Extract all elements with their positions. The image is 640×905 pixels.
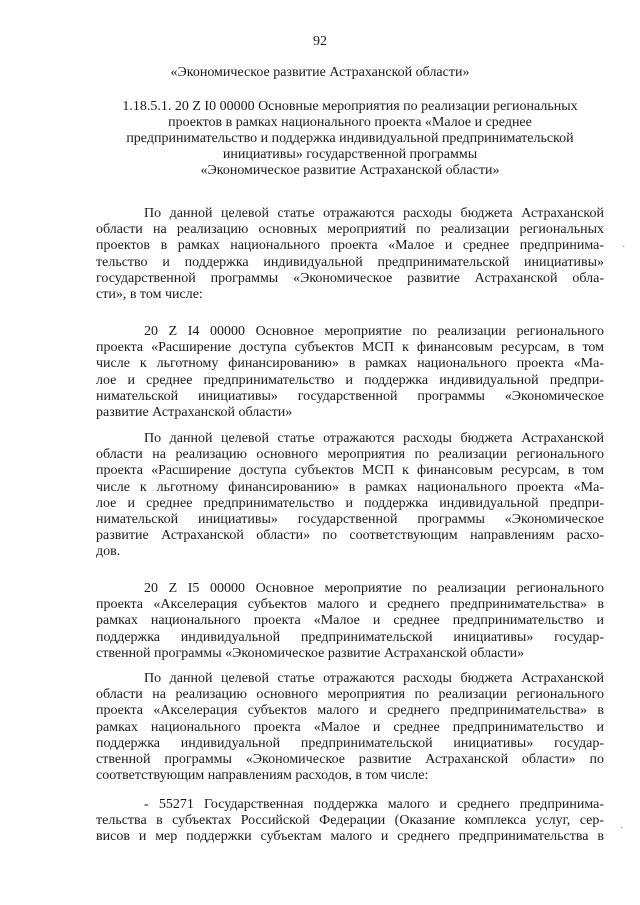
heading-line: 1.18.5.1. 20 Z I0 00000 Основные мероприятия по реализации региональных [122,99,578,114]
body-paragraph [96,671,604,784]
text-line: государственной программы «Экономическое развитие Астраханской обла- [96,270,604,286]
body-paragraph [96,324,604,421]
text-line: числе к льготному финансированию» в рамках национального проекта «Ма- [96,356,604,372]
text-line: нимательской инициативы» государственной программы «Экономическое [96,511,604,527]
scan-speck: · [622,242,626,253]
text-line: рамках национального проекта «Малое и среднее предпринимательство и [96,719,604,735]
text-line: 20 Z I5 00000 Основное мероприятие по реализации регионального [144,581,604,596]
scan-speck: · [620,823,624,834]
body-paragraph [96,431,604,561]
text-line: нимательской инициативы» государственной программы «Экономическое [96,388,604,404]
text-line: висов и мер поддержки субъектам малого и среднего предпринимательства в [96,829,604,845]
text-line: проекта «Акселерация субъектов малого и среднего предпринимательства» в [96,597,604,613]
text-line: ственной программы «Экономическое развитие Астраханской области» [96,645,525,661]
page-number: 92 [313,34,327,49]
heading-line: инициативы» государственной программы [222,147,478,162]
text-line: 20 Z I4 00000 Основное мероприятие по реализации регионального [144,324,604,339]
text-line: сти», в том числе: [96,286,203,302]
text-line: - 55271 Государственная поддержка малого и среднего предпринима- [144,797,604,812]
text-line: проекта «Расширение доступа субъектов МСП к финансовым ресурсам, в том [96,340,604,356]
text-line: проектов в рамках национального проекта «Малое и среднее предпринима- [96,238,604,254]
text-line: области на реализацию основных мероприятий по реализации региональных [96,222,604,238]
heading-line: «Экономическое развитие Астраханской области» [200,163,500,178]
text-line: поддержка индивидуальной предпринимательской инициативы» государ- [96,629,604,645]
text-line: тельства в субъектах Российской Федерации (Оказание комплекса услуг, сер- [96,813,604,829]
text-line: рамках национального проекта «Малое и среднее предпринимательство и [96,613,604,629]
text-line: поддержка индивидуальной предпринимательской инициативы» государ- [96,735,604,751]
text-line: По данной целевой статье отражаются расходы бюджета Астраханской [144,671,604,686]
body-paragraph [96,581,604,662]
heading-line: проектов в рамках национального проекта «Малое и среднее [168,115,532,130]
text-line: развитие Астраханской области» [96,404,293,420]
section-heading [96,99,604,179]
running-header: «Экономическое развитие Астраханской области» [170,65,470,80]
body-paragraph [96,797,604,846]
text-line: области на реализацию основного мероприятия по реализации регионального [96,447,604,463]
text-line: ственной программы «Экономическое развитие Астраханской области» по [96,751,604,767]
heading-line: предпринимательство и поддержка индивидуальной предпринимательской [126,131,574,146]
text-line: По данной целевой статье отражаются расходы бюджета Астраханской [144,206,604,221]
text-line: проекта «Акселерация субъектов малого и среднего предпринимательства» в [96,703,604,719]
text-line: проекта «Расширение доступа субъектов МСП к финансовым ресурсам, в том [96,463,604,479]
text-line: По данной целевой статье отражаются расходы бюджета Астраханской [144,431,604,446]
text-line: области на реализацию основного мероприятия по реализации регионального [96,687,604,703]
text-line: числе к льготному финансированию» в рамках национального проекта «Ма- [96,479,604,495]
text-line: дов. [96,544,121,560]
text-line: лое и среднее предпринимательство и поддержка индивидуальной предпри- [96,495,604,511]
text-line: соответствующим направлениям расходов, в том числе: [96,768,429,784]
text-line: тельство и поддержка индивидуальной предпринимательской инициативы» [96,254,604,270]
body-paragraph [96,206,604,303]
text-line: лое и среднее предпринимательство и поддержка индивидуальной предпри- [96,372,604,388]
text-line: развитие Астраханской области» по соответствующим направлениям расхо- [96,528,604,544]
